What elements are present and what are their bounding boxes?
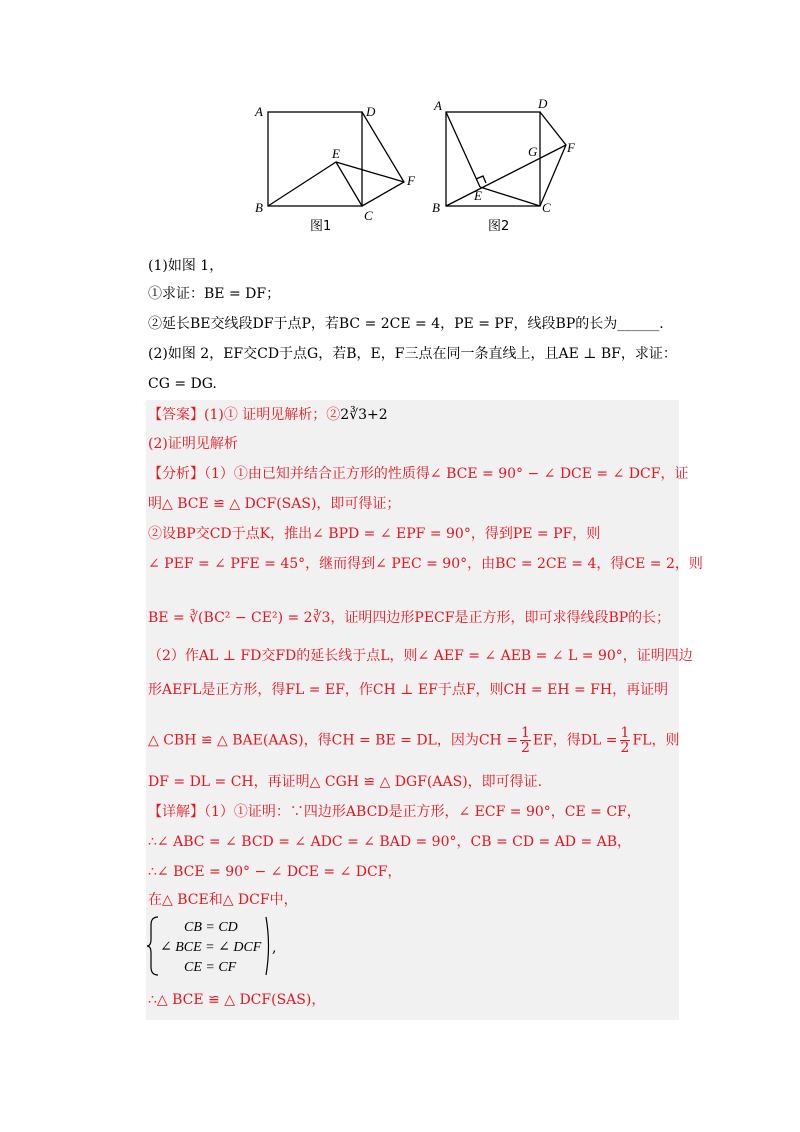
analysis-line-7: 形AEFL是正方形，得FL = EF，作CH ⊥ EF于点F，则CH = EH = FH，再证明 [148, 682, 669, 698]
fig2-label-g: G [528, 144, 538, 159]
detail-line-2: ∴∠ ABC = ∠ BCD = ∠ ADC = ∠ BAD = 90°，CB = CD = AD = AB， [148, 834, 632, 850]
fig2-label-e: E [474, 188, 482, 203]
answer-root: 2∛3+2 [340, 407, 388, 423]
fig2-segment-bf [446, 145, 566, 206]
system-brace [146, 915, 160, 977]
fig2-segment-ae [446, 112, 480, 187]
fraction-half-2 [620, 726, 631, 755]
analysis-line-4: ∠ PEF = ∠ PFE = 45°，继而得到∠ PEC = 90°，由BC = 2CE = 4，得CE = 2，则 [148, 556, 703, 572]
fig1-label-f: F [407, 173, 415, 188]
fig1-label-c: C [364, 208, 373, 223]
fig2-caption: 图2 [488, 219, 510, 234]
fig2-label-a: A [434, 98, 442, 113]
question-part1-a: ①求证：BE = DF； [148, 286, 281, 302]
system-eq-2: ∠ BCE = ∠ DCF [160, 940, 262, 955]
answer-line-1 [148, 405, 388, 425]
analysis-line-8c: FL，则 [632, 732, 680, 749]
fig2-label-d: D [538, 96, 548, 111]
fig2-label-b: B [432, 200, 440, 215]
fig1-label-a: A [255, 104, 263, 119]
fig2-square [446, 112, 540, 206]
geometry-figures [248, 92, 588, 242]
fig1-triangle-dfc [362, 112, 404, 206]
fig1-label-b: B [255, 200, 263, 215]
analysis-line-8a: △ CBH ≌ △ BAE(AAS)，得CH = BE = DL，因为CH = [148, 732, 518, 749]
analysis-line-8b: EF，得DL = [532, 732, 618, 749]
system-tail: , [272, 940, 277, 956]
fig1-caption: 图1 [310, 219, 332, 234]
fraction-half-1 [520, 726, 531, 755]
fig1-triangle-bec [268, 162, 362, 206]
fig1-label-e: E [332, 146, 340, 161]
answer-prefix: 【答案】(1)① 证明见解析；② [148, 407, 341, 423]
analysis-line-1: 【分析】（1）①由已知并结合正方形的性质得∠ BCE = 90° − ∠ DCE = ∠ DCF，证 [148, 466, 689, 482]
fig2-segment-ec [480, 187, 540, 206]
question-part2-b: CG = DG. [148, 376, 217, 392]
detail-line-3: ∴∠ BCE = 90° − ∠ DCE = ∠ DCF， [148, 864, 402, 880]
figure-2 [446, 112, 566, 206]
detail-line-5: ∴△ BCE ≌ △ DCF(SAS)， [148, 992, 326, 1008]
system-eq-1: CB = CD [184, 920, 238, 935]
question-part1-b: ②延长BE交线段DF于点P，若BC = 2CE = 4，PE = PF，线段BP的长为______. [148, 316, 664, 332]
fraction-denominator: 2 [620, 740, 630, 756]
detail-line-4: 在△ BCE和△ DCF中， [148, 892, 298, 908]
analysis-line-6: （2）作AL ⊥ FD交FD的延长线于点L，则∠ AEF = ∠ AEB = ∠ L = 90°，证明四边 [148, 648, 693, 664]
fraction-numerator: 1 [620, 725, 630, 741]
detail-line-1: 【详解】（1）①证明：∵四边形ABCD是正方形，∠ ECF = 90°，CE = CF， [148, 804, 641, 820]
analysis-line-8 [148, 726, 679, 755]
fig2-label-f: F [567, 140, 575, 155]
fig1-label-d: D [366, 104, 376, 119]
question-part1: (1)如图 1， [148, 258, 224, 274]
fig2-label-c: C [542, 200, 551, 215]
analysis-line-5: BE = ∛(BC² − CE²) = 2∛3，证明四边形PECF是正方形，即可求得线段BP的长； [148, 610, 671, 626]
analysis-line-2: 明△ BCE ≌ △ DCF(SAS)，即可得证； [148, 496, 401, 512]
fig2-triangle-dfc [540, 112, 566, 206]
analysis-line-3: ②设BP交CD于点K，推出∠ BPD = ∠ EPF = 90°，得到PE = PF，则 [148, 526, 601, 542]
fraction-denominator: 2 [520, 740, 530, 756]
analysis-line-9: DF = DL = CH，再证明△ CGH ≌ △ DGF(AAS)，即可得证. [148, 774, 543, 790]
answer-line-2: (2)证明见解析 [148, 436, 238, 452]
fig1-square [268, 112, 362, 206]
fraction-numerator: 1 [520, 725, 530, 741]
system-eq-3: CE = CF [184, 960, 237, 975]
question-part2: (2)如图 2，EF交CD于点G，若B，E，F三点在同一条直线上，且AE ⊥ BF，求证： [148, 346, 677, 362]
